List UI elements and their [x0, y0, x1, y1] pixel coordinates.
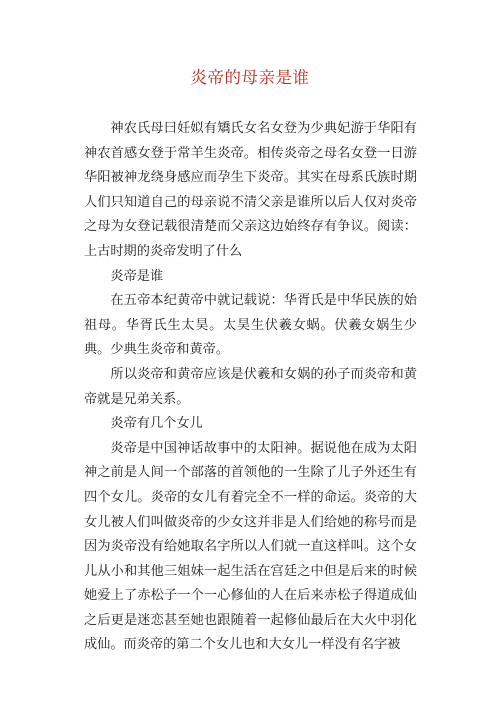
section-heading-who: 炎帝是谁 — [110, 268, 164, 284]
document-title: 炎帝的母亲是谁 — [190, 68, 310, 87]
document-body — [84, 117, 417, 658]
paragraph-relation: 所以炎帝和黄帝应该是伏羲和女娲的孙子而炎帝和黄帝就是兄弟关系。 — [84, 366, 417, 407]
paragraph-intro: 神农氏母曰妊姒有矯氏女名女登为少典妃游于华阳有神农首感女登于常羊生炎帝。相传炎帝之母名女登一日游华阳被神龙绕身感应而孕生下炎帝。其实在母系氏族时期人们只知道自己的母亲说不清父亲是谁所以后人仅对炎帝之母为女登记载很清楚而父亲这边始终存有争议。阅读：上古时期的炎帝发明了什么 — [84, 121, 417, 259]
section-heading-daughters: 炎帝有几个女儿 — [110, 416, 203, 432]
paragraph-daughters: 炎帝是中国神话故事中的太阳神。据说他在成为太阳神之前是人间一个部落的首领他的一生除了儿子外还生有四个女儿。炎帝的女儿有着完全不一样的命运。炎帝的大女儿被人们叫做炎帝的少女这并非是人们给她的称号而是因为炎帝没有给她取名字所以人们就一直这样叫。这个女儿从小和其他三姐妹一起生活在宫廷之中但是后来的时候她爱上了赤松子一个一心修仙的人在后来赤松子得道成仙之后更是迷恋甚至她也跟随着一起修仙最后在大火中羽化成仙。而炎帝的第二个女儿也和大女儿一样没有名字被 — [84, 440, 417, 653]
paragraph-genealogy: 在五帝本纪黄帝中就记载说：华胥氏是中华民族的始祖母。华胥氏生太昊。太昊生伏羲女蜗。伏羲女娲生少典。少典生炎帝和黄帝。 — [84, 293, 417, 358]
